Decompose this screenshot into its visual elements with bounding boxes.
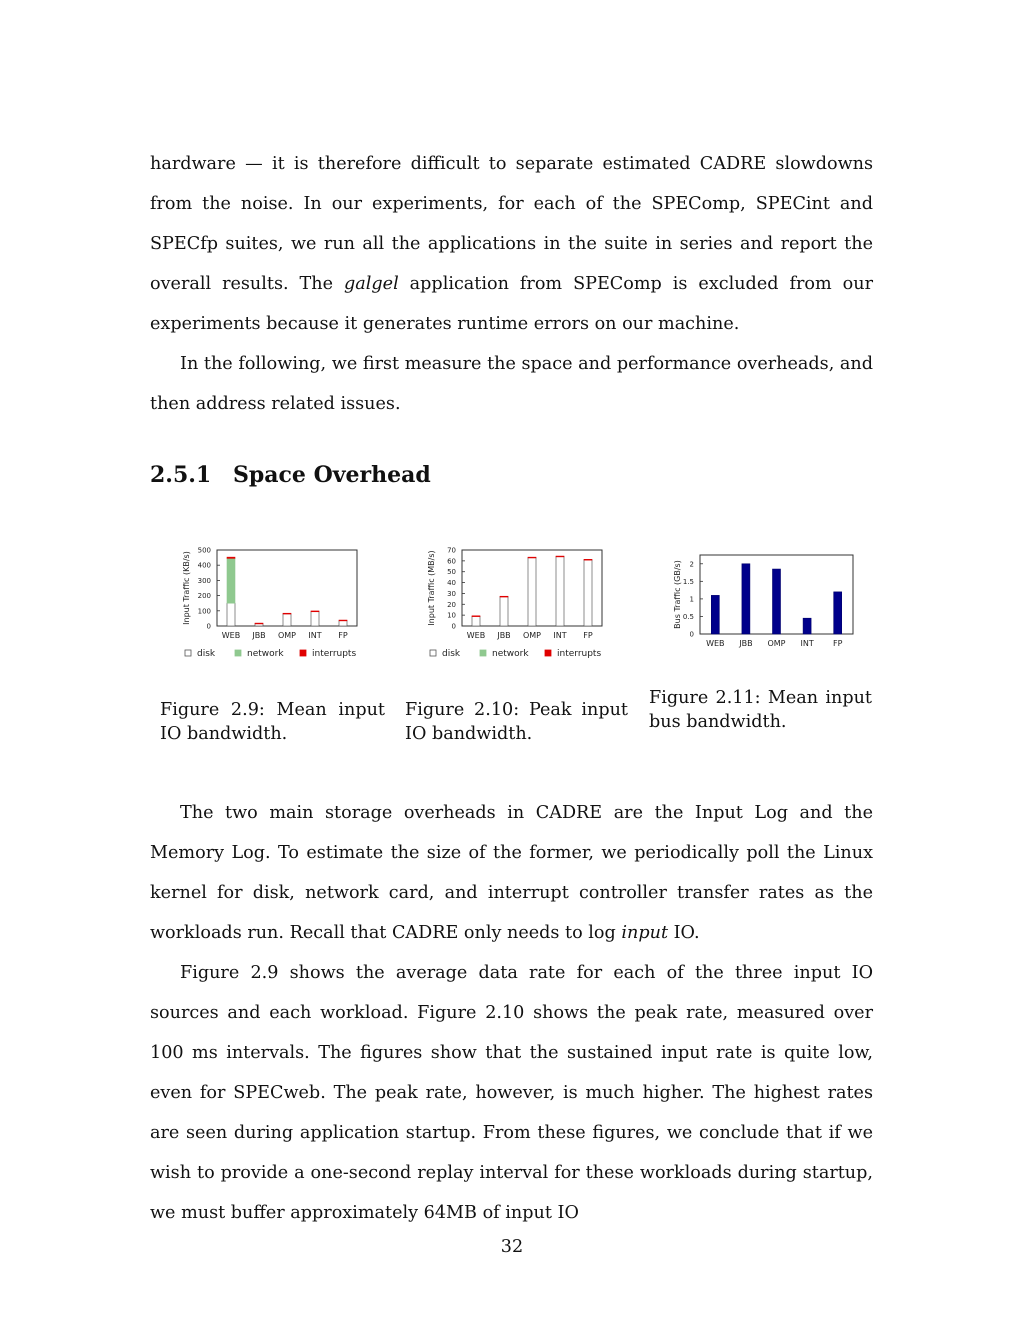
bar <box>283 613 291 614</box>
legend-swatch <box>545 650 551 656</box>
legend-swatch <box>235 650 241 656</box>
bar <box>556 556 564 557</box>
bar <box>528 558 536 626</box>
legend-swatch <box>480 650 486 656</box>
paragraph-1-emph: galgel <box>344 274 399 294</box>
x-tick-label: OMP <box>522 631 542 640</box>
paragraph-4 <box>150 953 873 1233</box>
y-tick-label: 2 <box>689 560 694 569</box>
y-axis-label: Input Traffic (KB/s) <box>182 551 191 625</box>
paragraph-2-text: In the following, we first measure the space and performance overheads, and then address related issues. <box>150 354 873 414</box>
x-tick-label: INT <box>553 631 567 640</box>
y-tick-label: 100 <box>197 607 211 616</box>
x-tick-label: INT <box>308 631 322 640</box>
x-tick-label: JBB <box>252 631 266 640</box>
y-tick-label: 60 <box>447 557 456 566</box>
y-tick-label: 0 <box>206 622 211 631</box>
bar <box>339 620 347 621</box>
figure-2-9-chart <box>165 538 385 673</box>
figure-2-9-caption <box>160 698 385 746</box>
y-tick-label: 0 <box>451 622 456 631</box>
y-tick-label: 70 <box>447 546 456 555</box>
legend-label: network <box>247 649 284 659</box>
paragraph-3-emph: input <box>621 923 669 943</box>
paragraph-3-text-a: The two main storage overheads in CADRE are the Input Log and the Memory Log. To estimate the size of the former, we periodically poll the Linux kernel for disk, network card, and interrupt controller transfer rates as the workloads run. Recall that CADRE only needs to log <box>150 803 873 943</box>
legend-label: disk <box>197 649 216 659</box>
y-tick-label: 0 <box>689 630 694 639</box>
y-tick-label: 500 <box>197 546 211 555</box>
paragraph-4-text: Figure 2.9 shows the average data rate for each of the three input IO sources and each workload. Figure 2.10 shows the peak rate, measured over 100 ms intervals. The figures show that the sustained input rate is quite low, even for SPECweb. The peak rate, however, is much higher. The highest rates are seen during application startup. From these figures, we conclude that if we wish to provide a one-second replay interval for these workloads during startup, we must buffer approximately 64MB of input IO <box>150 963 873 1223</box>
y-tick-label: 30 <box>447 589 456 598</box>
y-tick-label: 20 <box>447 600 456 609</box>
x-tick-label: OMP <box>277 631 297 640</box>
figure-2-11-caption <box>649 686 872 734</box>
figure-2-11-caption-text: Figure 2.11: Mean input bus bandwidth. <box>649 688 872 732</box>
bar <box>227 558 235 603</box>
legend-swatch <box>185 650 191 656</box>
figure-2-9-caption-text: Figure 2.9: Mean input IO bandwidth. <box>160 700 385 744</box>
y-tick-label: 400 <box>197 561 211 570</box>
x-tick-label: WEB <box>221 631 241 640</box>
paragraph-3-text-b: IO. <box>668 923 700 943</box>
y-tick-label: 40 <box>447 579 456 588</box>
y-axis-label: Bus Traffic (GB/s) <box>673 560 682 629</box>
paragraph-1-text-a: hardware — it is therefore difficult to separate estimated CADRE slowdowns from the noise. In our experiments, for each of the SPEComp, SPECint and SPECfp suites, we run all the applications in the suite in series and report the overall results. The <box>150 154 873 294</box>
figure-2-10-chart <box>410 538 630 673</box>
bar <box>472 616 480 626</box>
x-tick-label: JBB <box>497 631 511 640</box>
x-tick-label: WEB <box>466 631 486 640</box>
y-tick-label: 0.5 <box>682 612 694 621</box>
bar <box>283 614 291 626</box>
paragraph-1-text-b: application from SPEComp is excluded from our experiments because it generates runtime errors on our machine. <box>150 274 873 334</box>
bar <box>227 603 235 626</box>
bar <box>584 560 592 626</box>
x-tick-label: WEB <box>706 639 725 648</box>
bar <box>339 621 347 626</box>
bar <box>472 616 480 617</box>
page-number: 32 <box>500 1237 524 1257</box>
legend-swatch <box>300 650 306 656</box>
paragraph-1 <box>150 144 873 344</box>
y-tick-label: 1.5 <box>682 577 694 586</box>
bar <box>803 618 811 634</box>
y-tick-label: 200 <box>197 592 211 601</box>
bar <box>742 564 750 634</box>
legend-label: network <box>492 649 529 659</box>
bar <box>500 597 508 626</box>
figure-2-10-caption <box>405 698 628 746</box>
figure-2-11-chart <box>660 545 880 660</box>
legend-label: interrupts <box>557 649 602 659</box>
y-tick-label: 50 <box>447 568 456 577</box>
x-tick-label: FP <box>583 631 593 640</box>
bar <box>584 559 592 560</box>
paragraph-3 <box>150 793 873 953</box>
x-tick-label: FP <box>338 631 348 640</box>
bar <box>556 557 564 626</box>
bar <box>311 612 319 626</box>
x-tick-label: FP <box>832 639 843 648</box>
y-tick-label: 1 <box>689 595 694 604</box>
bar <box>227 557 235 558</box>
bar <box>311 611 319 612</box>
section-title: Space Overhead <box>233 462 431 488</box>
bar <box>834 592 842 634</box>
section-heading <box>150 462 431 488</box>
x-tick-label: OMP <box>767 639 786 648</box>
bar <box>500 596 508 597</box>
y-tick-label: 10 <box>447 611 456 620</box>
bar <box>528 557 536 558</box>
legend-label: interrupts <box>312 649 357 659</box>
figure-2-11-svg <box>660 545 880 660</box>
bar <box>255 623 263 624</box>
legend-label: disk <box>442 649 461 659</box>
y-axis-label: Input Traffic (MB/s) <box>427 550 436 626</box>
bar <box>773 569 781 634</box>
x-tick-label: INT <box>800 639 814 648</box>
section-number: 2.5.1 <box>150 462 212 488</box>
y-tick-label: 300 <box>197 576 211 585</box>
figure-2-10-svg <box>410 538 630 673</box>
bar <box>711 595 719 634</box>
figure-2-9-svg <box>165 538 385 673</box>
x-tick-label: JBB <box>739 639 753 648</box>
legend-swatch <box>430 650 436 656</box>
paragraph-2 <box>150 344 873 424</box>
figure-2-10-caption-text: Figure 2.10: Peak input IO bandwidth. <box>405 700 628 744</box>
